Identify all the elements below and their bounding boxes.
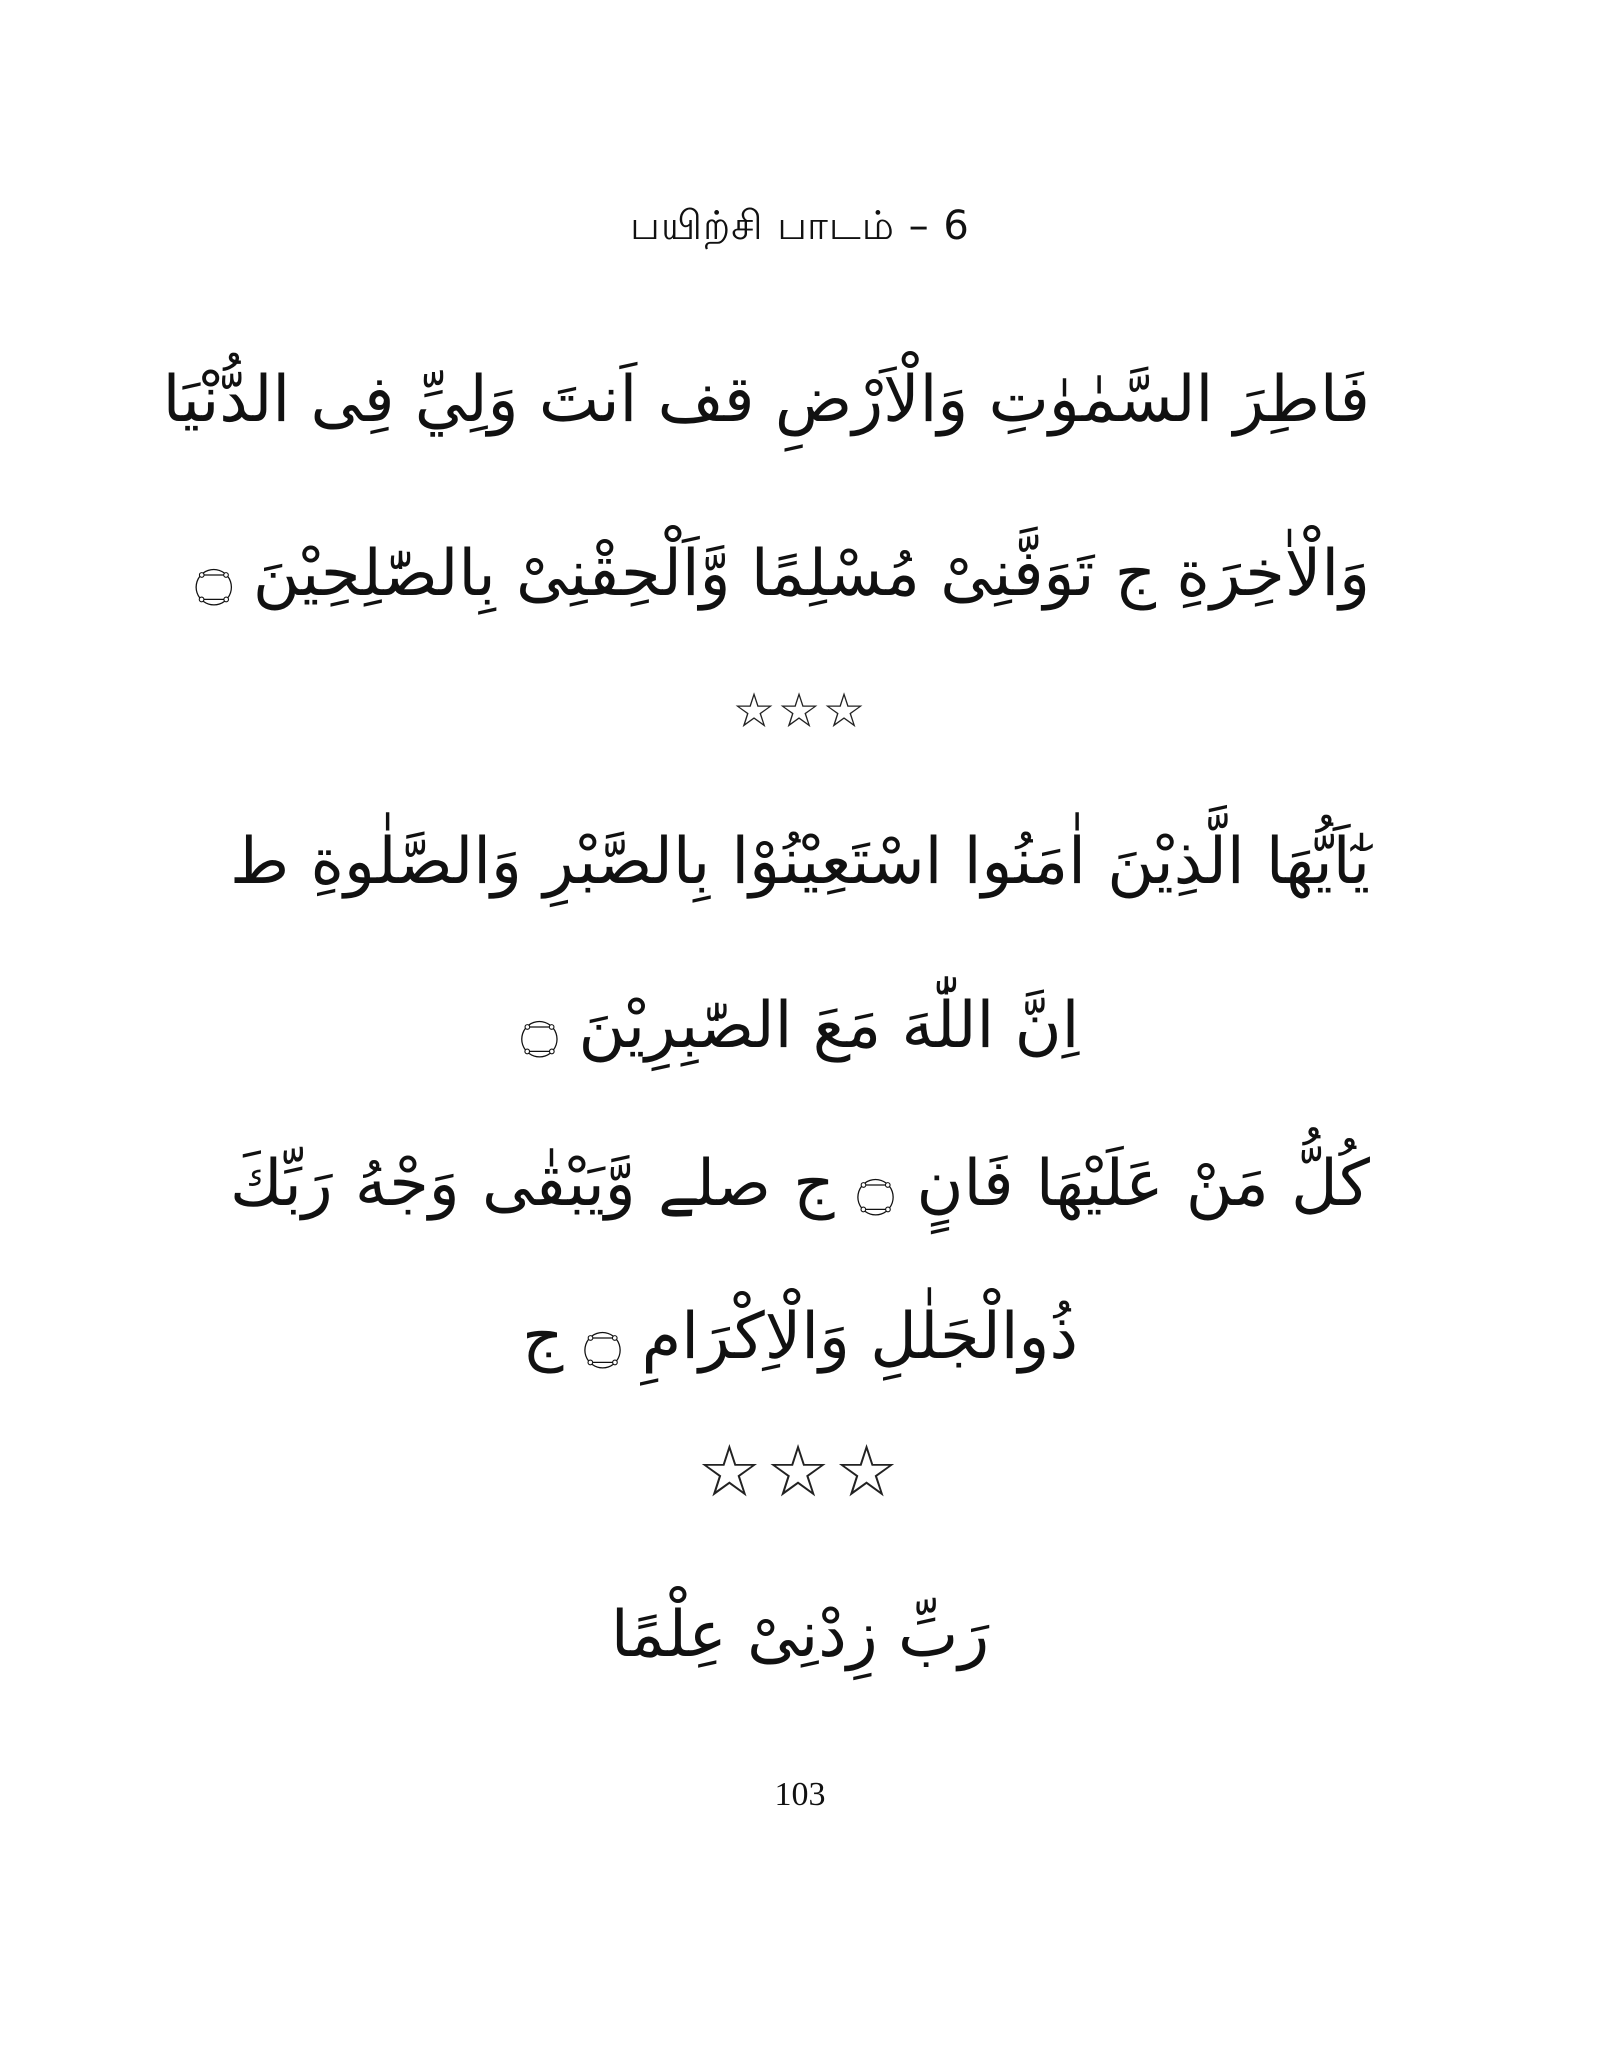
star-divider-large: ☆☆☆ — [697, 1429, 903, 1513]
arabic-verse-line-6: ذُوالْجَلٰلِ وَالْاِكْرَامِ ۝ ج — [522, 1300, 1078, 1374]
lesson-heading: பயிற்சி பாடம் – 6 — [630, 203, 970, 249]
arabic-verse-line-1: فَاطِرَ السَّمٰوٰتِ وَالْاَرْضِ قف اَنتَ وَلِيِّ فِى الدُّنْيَا — [162, 363, 1370, 437]
arabic-verse-line-5: كُلُّ مَنْ عَلَيْهَا فَانٍ ۝ ج صلے وَّيَبْقٰى وَجْهُ رَبِّكَ — [230, 1147, 1370, 1221]
arabic-verse-line-4: اِنَّ اللّٰهَ مَعَ الصّٰبِرِيْنَ ۝ — [520, 989, 1080, 1063]
arabic-verse-line-2: وَالْاٰخِرَةِ ج تَوَفَّنِىْ مُسْلِمًا وَّاَلْحِقْنِىْ بِالصّٰلِحِيْنَ ۝ — [194, 537, 1370, 611]
star-divider-small: ☆☆☆ — [732, 683, 868, 739]
page-number: 103 — [774, 1776, 826, 1813]
arabic-verse-line-3: يٰٓاَيُّهَا الَّذِيْنَ اٰمَنُوا اسْتَعِيْنُوْا بِالصَّبْرِ وَالصَّلٰوةِ ط — [230, 825, 1370, 899]
arabic-verse-line-7: رَبِّ زِدْنِىْ عِلْمًا — [610, 1598, 990, 1672]
